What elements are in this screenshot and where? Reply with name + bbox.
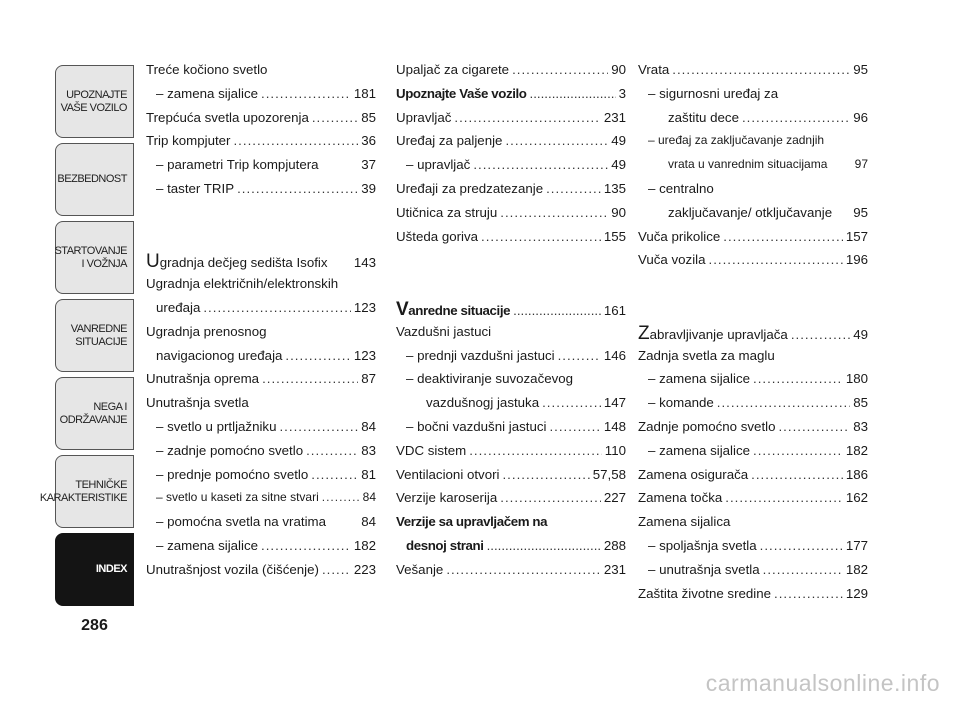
index-entry-label: – centralno: [648, 180, 714, 196]
leader-dots: [791, 327, 850, 342]
index-entry-text: [638, 348, 775, 363]
index-entry-label: Unutrašnjost vozila (čišćenje): [146, 561, 319, 577]
index-entry: [146, 443, 376, 467]
index-page-number: 231: [603, 561, 626, 577]
index-entry: [638, 395, 868, 419]
index-page-number: 37: [361, 157, 376, 173]
index-page-number: 90: [611, 204, 626, 220]
index-entry-text: [146, 252, 328, 271]
index-entry-text: [638, 229, 720, 244]
index-page-number: 95: [853, 62, 868, 77]
leader-dots: [311, 467, 358, 482]
index-page-number: 84: [361, 514, 376, 530]
index-entry: [638, 229, 868, 253]
index-entry-text: [146, 395, 249, 410]
index-entry: [396, 443, 626, 467]
index-page-number: 182: [353, 537, 376, 553]
leader-dots: [446, 562, 600, 577]
index-page-number: 85: [361, 109, 376, 125]
index-entry-text: [638, 514, 730, 529]
index-entry-label: – upravljač: [406, 157, 471, 173]
index-entry: [396, 538, 626, 562]
index-page-number: 196: [845, 252, 868, 268]
leader-dots: [530, 86, 616, 101]
index-entry-text: [396, 181, 543, 196]
index-entry: [396, 86, 626, 110]
index-entry: [638, 205, 868, 229]
index-entry: [396, 371, 626, 395]
index-entry-text: [406, 371, 573, 386]
index-entry-text: [668, 205, 832, 220]
index-page-number: 180: [845, 371, 868, 387]
index-entry-label: Verzije karoserija: [396, 490, 498, 506]
index-page-number: 231: [603, 109, 626, 125]
index-entry-label: Ušteda goriva: [396, 228, 479, 244]
leader-dots: [717, 395, 850, 410]
index-page-number: 95: [853, 204, 868, 220]
index-page-number: 85: [853, 395, 868, 411]
leader-dots: [558, 348, 601, 363]
index-entry-text: [146, 562, 319, 577]
index-entry-text: [146, 276, 338, 291]
index-entry-label: – taster TRIP: [156, 180, 235, 196]
index-column-1: [146, 62, 376, 586]
index-entry-label: – prednje pomoćno svetlo: [156, 466, 309, 482]
leader-dots: [512, 62, 608, 77]
index-entry-label: – sigurnosni uređaj za: [648, 85, 779, 101]
index-page-number: 288: [603, 537, 626, 553]
index-entry-label: Zamena sijalica: [638, 514, 731, 530]
leader-dots: [778, 419, 850, 434]
index-entry-label: zaštitu dece: [668, 109, 739, 125]
index-entry: [638, 490, 868, 514]
index-entry-text: [638, 324, 788, 343]
index-entry: [638, 133, 868, 157]
index-entry: [638, 586, 868, 610]
leader-dots: [481, 229, 601, 244]
index-entry-label: gradnja dečjeg sedišta Isofix: [159, 255, 328, 271]
page-number: 286: [81, 617, 108, 634]
index-page-number: 87: [361, 371, 376, 387]
leader-dots: [549, 419, 600, 434]
leader-dots: [473, 157, 608, 172]
index-entry: [396, 62, 626, 86]
index-spacer: [146, 229, 376, 253]
index-entry-text: [156, 86, 258, 101]
index-entry-text: [638, 490, 722, 505]
index-entry-text: [156, 181, 234, 196]
index-entry: [146, 276, 376, 300]
index-entry: [396, 181, 626, 205]
index-entry: [396, 157, 626, 181]
leader-dots: [742, 110, 850, 125]
index-entry-text: [648, 133, 824, 147]
index-entry-label: Vrata: [638, 62, 670, 77]
index-entry-label: – zamena sijalice: [648, 371, 750, 387]
index-entry-label: vrata u vanrednim situacijama: [668, 157, 828, 172]
index-entry: [638, 371, 868, 395]
index-entry-label: Vazdušni jastuci: [396, 323, 492, 339]
leader-dots: [502, 467, 589, 482]
leader-dots: [513, 303, 601, 318]
index-entry-text: [648, 443, 750, 458]
leader-dots: [454, 110, 600, 125]
index-spacer: [396, 276, 626, 300]
index-entry-text: [638, 586, 771, 601]
leader-dots: [469, 443, 602, 458]
index-entry-text: [156, 538, 258, 553]
tab-vanredne-situacije[interactable]: VANREDNE SITUACIJE: [55, 299, 134, 372]
index-entry: [638, 467, 868, 491]
leader-dots: [753, 371, 843, 386]
index-page-number: 161: [603, 302, 626, 318]
index-entry: [638, 181, 868, 205]
index-entry: [638, 348, 868, 372]
index-entry-label: navigacionog uređaja: [156, 347, 283, 363]
index-entry: [146, 467, 376, 491]
index-entry: [146, 490, 376, 514]
index-entry: [146, 252, 376, 276]
leader-dots: [753, 443, 843, 458]
index-entry-label: – deaktiviranje suvozačevog: [406, 371, 574, 387]
leader-dots: [672, 62, 850, 77]
leader-dots: [760, 538, 843, 553]
index-page-number: 49: [611, 157, 626, 173]
index-entry: [146, 300, 376, 324]
index-entry-text: [406, 538, 484, 553]
index-entry: [396, 205, 626, 229]
index-page-number: 90: [611, 62, 626, 77]
index-entry-text: [156, 157, 319, 172]
index-page-number: 182: [845, 561, 868, 577]
index-page-number: 227: [603, 490, 626, 506]
index-entry-text: [156, 300, 200, 315]
leader-dots: [203, 300, 350, 315]
index-entry: [396, 110, 626, 134]
index-entry-label: Ventilacioni otvori: [396, 466, 500, 482]
index-entry: [146, 110, 376, 134]
index-page-number: 135: [603, 180, 626, 196]
index-entry-text: [638, 252, 706, 267]
tab-startovanje-i-vožnja[interactable]: STARTOVANJE I VOŽNJA: [55, 221, 134, 294]
tab-upoznajte-vaše-vozilo[interactable]: UPOZNAJTE VAŠE VOZILO: [55, 65, 134, 138]
index-entry-label: Uređaj za paljenje: [396, 133, 503, 149]
leader-dots: [312, 110, 358, 125]
index-entry-text: [638, 419, 775, 434]
index-entry: [146, 514, 376, 538]
index-entry: [396, 395, 626, 419]
index-entry-label: anredne situacije: [408, 302, 511, 318]
index-entry-text: [146, 371, 259, 386]
index-entry: [396, 133, 626, 157]
index-entry-text: [668, 157, 827, 171]
index-page-number: 155: [603, 228, 626, 244]
index-entry-text: [396, 62, 509, 77]
index-entry-text: [648, 562, 760, 577]
index-entry-label: Zamena točka: [638, 490, 723, 506]
index-entry-label: Ugradnja prenosnog: [146, 323, 267, 339]
leader-dots: [306, 443, 358, 458]
index-entry-label: – zamena sijalice: [156, 537, 258, 553]
index-page-number: 83: [361, 442, 376, 458]
leader-dots: [261, 538, 351, 553]
index-entry-text: [406, 419, 546, 434]
index-entry-label: – svetlo u kaseti za sitne stvari: [156, 490, 319, 505]
index-spacer: [638, 300, 868, 324]
index-entry: [146, 181, 376, 205]
index-entry-text: [396, 324, 491, 339]
index-entry-label: Verzije sa upravljačem na: [396, 514, 548, 530]
index-entry-label: – prednji vazdušni jastuci: [406, 347, 555, 363]
index-entry-label: Vešanje: [396, 561, 444, 577]
index-entry-text: [396, 205, 497, 220]
index-entry-text: [648, 395, 714, 410]
index-entry-label: Upoznajte Vaše vozilo: [396, 85, 527, 101]
index-page-number: 182: [845, 442, 868, 458]
leader-dots: [709, 252, 843, 267]
leader-dots: [723, 229, 843, 244]
index-entry-label: – bočni vazdušni jastuci: [406, 418, 547, 434]
index-entry: [396, 514, 626, 538]
leader-dots: [261, 86, 351, 101]
index-entry-label: – zamena sijalice: [156, 85, 258, 101]
index-entry-text: [156, 467, 308, 482]
tab-bezbednost[interactable]: BEZBEDNOST: [55, 143, 134, 216]
index-entry: [638, 419, 868, 443]
index-entry-label: – pomoćna svetla na vratima: [156, 514, 326, 530]
index-entry: [396, 562, 626, 586]
index-entry: [638, 157, 868, 181]
index-letter-cap: Z: [638, 323, 650, 344]
index-entry-text: [648, 371, 750, 386]
index-entry-text: [156, 348, 282, 363]
leader-dots: [322, 490, 360, 504]
leader-dots: [285, 348, 350, 363]
index-page-number: 110: [604, 442, 626, 458]
index-page-number: 39: [361, 180, 376, 196]
index-spacer: [396, 252, 626, 276]
index-entry-text: [396, 467, 499, 482]
index-page-number: 3: [618, 85, 626, 101]
index-entry-label: – unutrašnja svetla: [648, 561, 760, 577]
index-entry-label: – uređaj za zaključavanje zadnjih: [648, 133, 825, 148]
index-entry-text: [156, 419, 276, 434]
index-page-number: 96: [853, 109, 868, 125]
index-entry: [146, 157, 376, 181]
index-entry: [146, 133, 376, 157]
index-entry-label: Trepćuća svetla upozorenja: [146, 109, 309, 125]
index-entry-text: [638, 467, 748, 482]
index-entry-text: [638, 62, 669, 77]
index-entry-label: Trip kompjuter: [146, 133, 231, 149]
leader-dots: [546, 181, 601, 196]
index-entry: [396, 348, 626, 372]
index-entry: [638, 514, 868, 538]
index-letter-cap: U: [146, 252, 160, 273]
index-entry-label: Zamena osigurača: [638, 466, 749, 482]
index-entry-text: [406, 348, 555, 363]
index-entry-label: desnoj strani: [406, 537, 484, 553]
index-entry-text: [648, 538, 757, 553]
index-entry-text: [396, 86, 527, 101]
index-entry-label: zaključavanje/ otključavanje: [668, 204, 833, 220]
tab-tehničke-karakteristike[interactable]: TEHNIČKE KARAKTERISTIKE: [55, 455, 134, 528]
index-page-number: 177: [845, 537, 868, 553]
index-page-number: 146: [603, 347, 626, 363]
index-entry: [146, 371, 376, 395]
index-entry: [146, 395, 376, 419]
index-entry-text: [146, 62, 267, 77]
index-page-number: 36: [361, 133, 376, 149]
index-entry-label: abravljivanje upravljača: [649, 326, 788, 342]
index-entry-text: [396, 490, 497, 505]
index-entry-text: [396, 133, 502, 148]
index-entry: [638, 324, 868, 348]
index-entry-text: [396, 229, 478, 244]
index-entry-label: vazdušnogj jastuka: [426, 395, 540, 411]
index-entry: [396, 300, 626, 324]
leader-dots: [725, 490, 843, 505]
leader-dots: [262, 371, 358, 386]
index-entry-text: [156, 514, 326, 529]
index-entry-label: – spoljašnja svetla: [648, 537, 757, 553]
leader-dots: [500, 490, 601, 505]
tab-index[interactable]: INDEX: [55, 533, 134, 606]
index-entry: [146, 562, 376, 586]
index-entry: [146, 538, 376, 562]
index-page-number: 143: [353, 255, 376, 271]
index-entry: [396, 324, 626, 348]
index-page-number: 162: [845, 490, 868, 506]
index-entry-text: [648, 181, 714, 196]
index-page-number: 186: [845, 466, 868, 482]
index-entry: [146, 62, 376, 86]
leader-dots: [279, 419, 358, 434]
index-entry-label: Upravljač: [396, 109, 452, 125]
index-entry: [146, 86, 376, 110]
index-entry-text: [146, 110, 309, 125]
index-entry-label: Utičnica za struju: [396, 204, 498, 220]
index-entry-label: Zadnja svetla za maglu: [638, 347, 775, 363]
index-page-number: 83: [853, 418, 868, 434]
index-entry-text: [146, 324, 267, 339]
index-entry-text: [396, 562, 443, 577]
index-entry-label: – svetlo u prtljažniku: [156, 418, 277, 434]
index-page-number: 84: [362, 490, 376, 505]
index-entry: [638, 252, 868, 276]
leader-dots: [751, 467, 843, 482]
leader-dots: [237, 181, 358, 196]
index-entry: [396, 490, 626, 514]
index-page-number: 81: [361, 466, 376, 482]
index-column-2: [396, 62, 626, 586]
index-spacer: [146, 205, 376, 229]
leader-dots: [763, 562, 843, 577]
index-page-number: 49: [611, 133, 626, 149]
index-page-number: 147: [603, 395, 626, 411]
leader-dots: [500, 205, 608, 220]
index-entry-text: [426, 395, 539, 410]
index-entry-label: – zadnje pomoćno svetlo: [156, 442, 304, 458]
index-entry: [146, 419, 376, 443]
index-entry-label: – komande: [648, 395, 714, 411]
index-page-number: 148: [603, 418, 626, 434]
index-page-number: 57,58: [592, 466, 626, 482]
index-entry: [638, 62, 868, 86]
index-entry: [396, 229, 626, 253]
index-entry-text: [668, 110, 739, 125]
index-entry-text: [396, 514, 547, 529]
index-entry: [638, 562, 868, 586]
index-entry-label: VDC sistem: [396, 442, 467, 458]
index-entry: [146, 324, 376, 348]
watermark: carmanualsonline.info: [705, 670, 940, 696]
index-entry-label: Ugradnja električnih/elektronskih: [146, 276, 339, 292]
index-page-number: 181: [353, 85, 376, 101]
index-entry: [396, 467, 626, 491]
leader-dots: [233, 133, 358, 148]
index-entry-label: Vuča vozila: [638, 252, 706, 268]
index-entry-text: [156, 443, 303, 458]
index-entry: [638, 110, 868, 134]
index-entry-label: Unutrašnja oprema: [146, 371, 260, 387]
index-entry: [638, 538, 868, 562]
index-entry-text: [146, 133, 230, 148]
index-spacer: [638, 276, 868, 300]
index-entry-label: Treće kočiono svetlo: [146, 62, 268, 77]
index-entry: [146, 348, 376, 372]
index-entry-label: – zamena sijalice: [648, 442, 750, 458]
index-page-number: 123: [353, 347, 376, 363]
index-entry-label: Uređaji za predzatezanje: [396, 180, 544, 196]
index-page-number: 49: [853, 326, 868, 342]
index-entry-label: Upaljač za cigarete: [396, 62, 510, 77]
leader-dots: [487, 538, 601, 553]
index-entry-label: uređaja: [156, 299, 201, 315]
index-entry: [638, 443, 868, 467]
index-column-3: [638, 62, 868, 609]
index-entry-label: Unutrašnja svetla: [146, 395, 249, 411]
index-entry-label: Zadnje pomoćno svetlo: [638, 418, 776, 434]
tab-nega-i-održavanje[interactable]: NEGA I ODRŽAVANJE: [55, 377, 134, 450]
index-page-number: 157: [845, 228, 868, 244]
index-letter-cap: V: [396, 299, 409, 320]
index-entry-label: Vuča prikolice: [638, 228, 721, 244]
index-entry-text: [396, 300, 510, 319]
index-entry: [396, 419, 626, 443]
index-entry-text: [406, 157, 470, 172]
index-entry-text: [396, 443, 466, 458]
index-entry-label: Zaštita životne sredine: [638, 585, 772, 601]
index-entry-text: [648, 86, 778, 101]
leader-dots: [505, 133, 608, 148]
index-page-number: 129: [845, 585, 868, 601]
index-page-number: 84: [361, 418, 376, 434]
leader-dots: [322, 562, 351, 577]
index-entry-text: [396, 110, 451, 125]
index-page-number: 97: [854, 157, 868, 172]
index-entry: [638, 86, 868, 110]
index-entry-text: [156, 490, 319, 504]
index-page-number: 223: [353, 561, 376, 577]
leader-dots: [542, 395, 601, 410]
leader-dots: [774, 586, 843, 601]
index-entry-label: – parametri Trip kompjutera: [156, 157, 319, 173]
index-page-number: 123: [353, 299, 376, 315]
